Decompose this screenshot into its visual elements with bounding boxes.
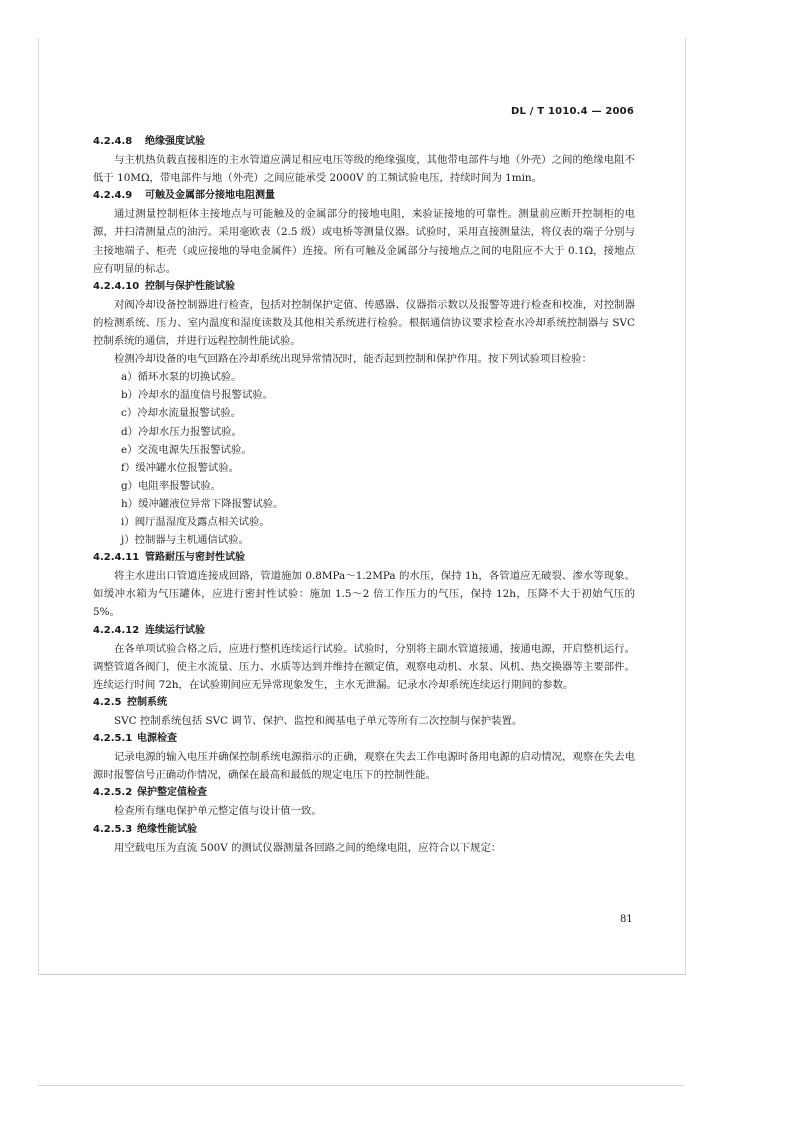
paragraph: 检查所有继电保护单元整定值与设计值一致。: [114, 805, 322, 818]
paragraph: 通过测量控制柜体主接地点与可能触及的金属部分的接地电阻，来验证接地的可靠性。测量前应断开控制柜的电源，并扫清测量点的油污。采用毫欧表（2.5 级）或电桥等测量仪器。试验时，采用直接测量法，将仪表的端子分别与主接地端子、柜壳（或应接地的导电金属件）连接。所有可触及金属部分与接地点之间的电阻应不大于 0.1Ω，接地点应有明显的标志。: [93, 208, 635, 275]
paragraph: SVC 控制系统包括 SVC 调节、保护、监控和阀基电子单元等所有二次控制与保护装置。: [114, 715, 523, 727]
section-title: 控制与保护性能试验: [145, 280, 235, 292]
paragraph: 用空载电压为直流 500V 的测试仪器测量各回路之间的绝缘电阻，应符合以下规定：: [114, 841, 502, 854]
section-heading: [93, 730, 635, 748]
section-heading: [93, 784, 635, 802]
document-id-header: DL / T 1010.4 — 2006: [511, 106, 634, 117]
section-number: 4.2.4.12: [93, 624, 140, 636]
section-number: 4.2.5.1: [93, 733, 133, 745]
list-item: d）冷却水压力报警试验。: [121, 425, 242, 438]
section-number: 4.2.4.11: [93, 552, 140, 564]
section-heading: [93, 278, 635, 296]
list-item: i）阀厅温湿度及露点相关试验。: [121, 515, 270, 528]
section-title: 绝缘强度试验: [145, 136, 205, 147]
paragraph: 记录电源的输入电压并确保控制系统电源指示的正确，观察在失去工作电源时备用电源的启动情况，观察在失去电源时报警信号正确动作情况，确保在最高和最低的规定电压下的控制性能。: [93, 751, 635, 782]
page-number: 81: [620, 914, 633, 925]
section-title: 管路耐压与密封性试验: [145, 552, 245, 564]
section-number: 4.2.5.3: [93, 823, 133, 835]
section-number: 4.2.5: [93, 696, 122, 708]
list-item: f）缓冲罐水位报警试验。: [121, 461, 240, 474]
section-title: 连续运行试验: [145, 624, 205, 636]
section-heading: [93, 821, 635, 839]
section-number: 4.2.4.9: [93, 190, 133, 202]
section-title: 绝缘性能试验: [137, 823, 197, 835]
paragraph: 在各单项试验合格之后，应进行整机连续运行试验。试验时，分别将主副水管道接通，接通电源，开启整机运行。调整管道各阀门，使主水流量、压力、水质等达到并维持在额定值，观察电动机、水泵、风机、热交换器等主要部件。连续运行时间 72h，在试验期间应无异常现象发生，主水无泄漏。记录水冷却系统连续运行期间的参数。: [93, 642, 635, 691]
list-item: a）循环水泵的切换试验。: [121, 371, 242, 384]
list-item: g）电阻率报警试验。: [121, 479, 222, 492]
list-item: c）冷却水流量报警试验。: [121, 407, 242, 420]
section-title: 电源检查: [137, 733, 177, 745]
page-divider: [38, 1085, 684, 1086]
list-item: e）交流电源失压报警试验。: [121, 443, 252, 456]
list-item: h）缓冲罐液位异常下降报警试验。: [121, 497, 284, 510]
section-number: 4.2.5.2: [93, 787, 133, 799]
paragraph: 将主水进出口管道连接成回路，管道施加 0.8MPa～1.2MPa 的水压，保持 1h，各管道应无破裂、渗水等现象。如缓冲水箱为气压罐体，应进行密封性试验：施加 1.5～2 倍工作压力的气压，保持 12h，压降不大于初始气压的 5%。: [93, 570, 635, 619]
list-item: j）控制器与主机通信试验。: [121, 534, 249, 547]
paragraph: 与主机热负载直接相连的主水管道应满足相应电压等级的绝缘强度，其他带电部件与地（外壳）之间的绝缘电阻不低于 10MΩ，带电部件与地（外壳）之间应能承受 2000V 的工频试验电压，持续时间为 1min。: [93, 154, 635, 185]
section-heading: [93, 133, 635, 151]
document-body: [93, 133, 635, 857]
list-item: b）冷却水的温度信号报警试验。: [121, 389, 274, 402]
section-title: 可触及金属部分接地电阻测量: [145, 190, 275, 202]
section-heading: [93, 187, 635, 205]
paragraph: 对阀冷却设备控制器进行检查，包括对控制保护定值、传感器、仪器指示数以及报警等进行检查和校准，对控制器的检测系统、压力、室内温度和湿度读数及其他相关系统进行检验。根据通信协议要求检查水冷却系统控制器与 SVC 控制系统的通信，并进行远程控制性能试验。: [93, 298, 635, 348]
section-title: 控制系统: [127, 696, 167, 708]
section-heading: [93, 549, 635, 567]
section-heading: [93, 694, 635, 712]
section-number: 4.2.4.10: [93, 280, 140, 292]
section-number: 4.2.4.8: [93, 136, 133, 147]
paragraph: 检测冷却设备的电气回路在冷却系统出现异常情况时，能否起到控制和保护作用。按下列试验项目检验：: [114, 353, 592, 366]
section-heading: [93, 622, 635, 640]
section-title: 保护整定值检查: [137, 787, 207, 799]
